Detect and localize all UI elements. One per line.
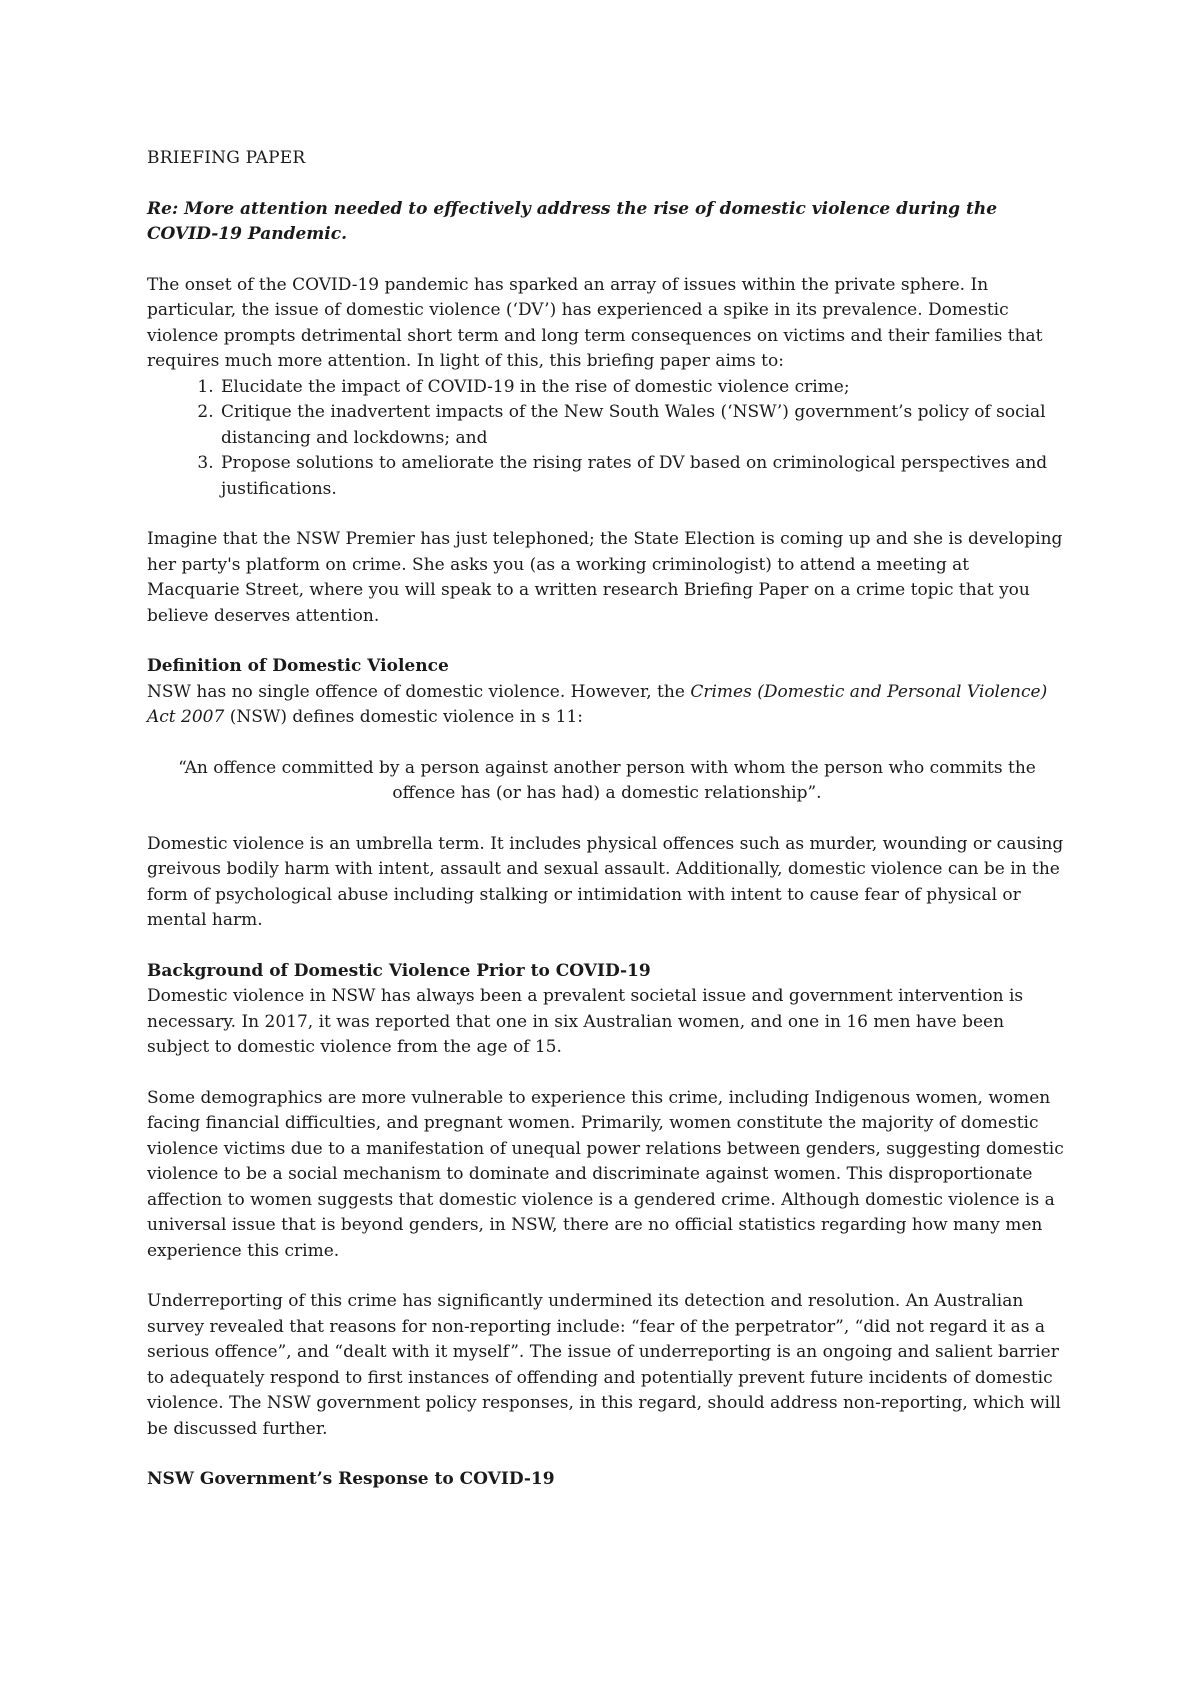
section-heading-response: NSW Government’s Response to COVID-19 [147,1469,555,1489]
background-paragraph-3: Underreporting of this crime has significantly undermined its detection and resolution. An Australian survey revealed that reasons for non-reporting include: “fear of the perpetrator”, “did not regard it as a serious offence”, and “dealt with it myself”. The issue of underreporting is an ongoing and salient barrier to adequately respond to first instances of offending and potentially prevent future incidents of domestic violence. The NSW government policy responses, in this regard, should address non-reporting, which will be discussed further. [147,1291,1061,1439]
background-paragraph-1: Domestic violence in NSW has always been a prevalent societal issue and government intervention is necessary. In 2017, it was reported that one in six Australian women, and one in 16 men have been subject to domestic violence from the age of 15. [147,986,1024,1057]
list-item: 2. Critique the inadvertent impacts of the New South Wales (‘NSW’) government’s policy of social distancing and lockdowns; and [219,400,1067,451]
list-item: 3. Propose solutions to ameliorate the rising rates of DV based on criminological perspectives and justifications. [219,451,1067,502]
intro-paragraph: The onset of the COVID-19 pandemic has sparked an array of issues within the private sphere. In particular, the issue of domestic violence (‘DV’) has experienced a spike in its prevalence. Domestic violence prompts detrimental short term and long term consequences on victims and their families that requires much more attention. In light of this, this briefing paper aims to: [147,274,1043,371]
background-paragraph-2: Some demographics are more vulnerable to experience this crime, including Indigenous women, women facing financial difficulties, and pregnant women. Primarily, women constitute the majority of domestic violence victims due to a manifestation of unequal power relations between genders, suggesting domestic violence to be a social mechanism to dominate and discriminate against women. This disproportionate affection to women suggests that domestic violence is a gendered crime. Although domestic violence is a universal issue that is beyond genders, in NSW, there are no official statistics regarding how many men experience this crime. [147,1087,1064,1261]
list-item: 1. Elucidate the impact of COVID-19 in the rise of domestic violence crime; [219,375,1067,401]
definition-paragraph [147,680,1067,731]
umbrella-paragraph: Domestic violence is an umbrella term. It includes physical offences such as murder, wounding or causing greivous bodily harm with intent, assault and sexual assault. Additionally, domestic violence can be in the form of psychological abuse including stalking or intimidation with intent to cause fear of physical or mental harm. [147,833,1064,930]
definition-text-after: (NSW) defines domestic violence in s 11: [224,707,583,727]
section-heading-background: Background of Domestic Violence Prior to COVID-19 [147,960,651,981]
definition-text-before: NSW has no single offence of domestic violence. However, the [147,681,691,702]
section-heading-definition: Definition of Domestic Violence [147,656,449,676]
scenario-paragraph: Imagine that the NSW Premier has just telephoned; the State Election is coming up and she is developing her party's platform on crime. She asks you (as a working criminologist) to attend a meeting at Macquarie Street, where you will speak to a written research Briefing Paper on a crime topic that you believe deserves attention. [147,529,1063,626]
aims-list [147,375,1067,503]
definition-quote: “An offence committed by a person against another person with whom the person who commits the offence has (or has had) a domestic relationship”. [178,757,1036,803]
document-page [147,146,1067,1493]
document-subject: Re: More attention needed to effectively address the rise of domestic violence during the COVID-19 Pandemic. [147,198,998,244]
document-title: BRIEFING PAPER [147,148,306,168]
act-title: Crimes (Domestic and Personal Violence) Act 2007 [147,681,1048,727]
